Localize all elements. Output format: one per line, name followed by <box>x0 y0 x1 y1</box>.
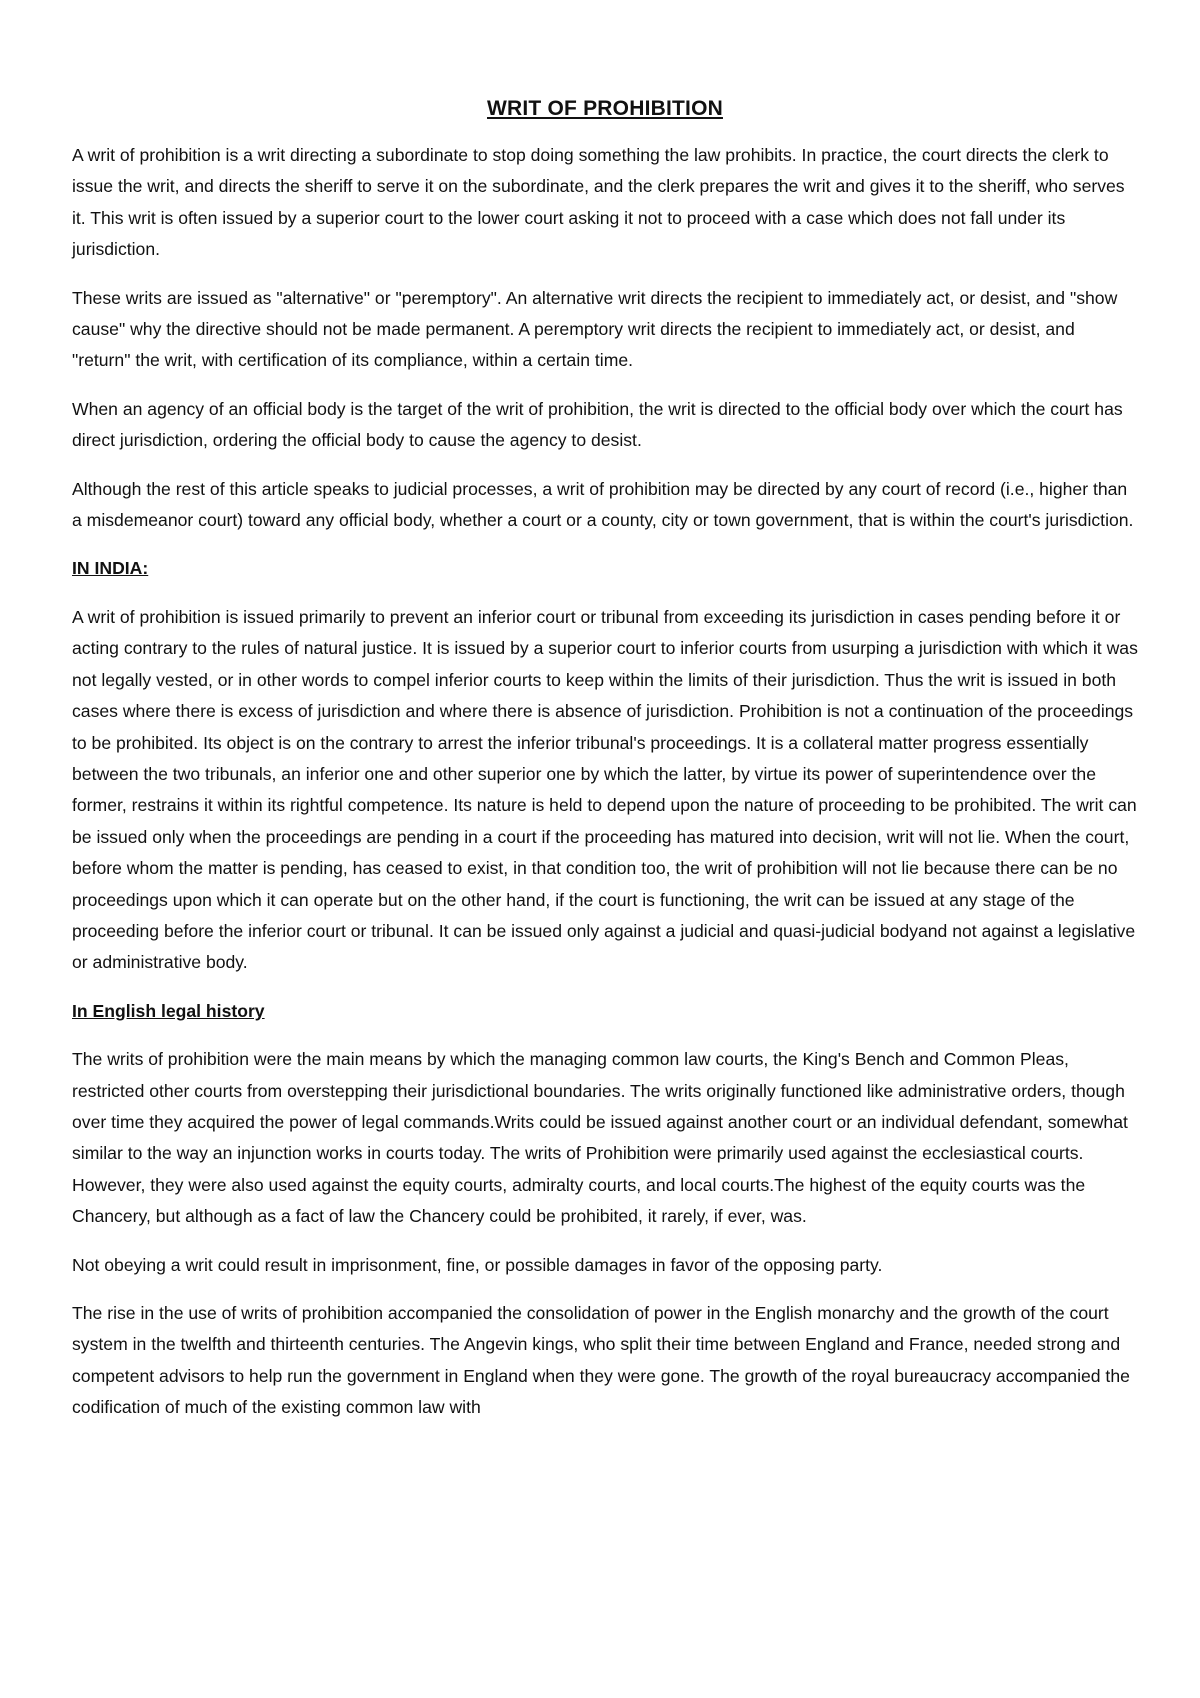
paragraph-rise-of-writs: The rise in the use of writs of prohibition accompanied the consolidation of power in the English monarchy and the growth of the court system in the twelfth and thirteenth centuries. The Angevin kings, who split their time between England and France, needed strong and competent advisors to help run the government in England when they were gone. The growth of the royal bureaucracy accompanied the codification of much of the existing common law with <box>72 1303 1130 1418</box>
paragraph-english-history: The writs of prohibition were the main means by which the managing common law courts, the King's Bench and Common Pleas, restricted other courts from overstepping their jurisdictional boundaries. The writs originally functioned like administrative orders, though over time they acquired the power of legal commands.Writs could be issued against another court or an individual defendant, somewhat similar to the way an injunction works in courts today. The writs of Prohibition were primarily used against the ecclesiastical courts. However, they were also used against the equity courts, admiralty courts, and local courts.The highest of the equity courts was the Chancery, but although as a fact of law the Chancery could be prohibited, it rarely, if ever, was. <box>72 1049 1128 1227</box>
section-heading-india: IN INDIA: <box>72 558 149 579</box>
page-title: WRIT OF PROHIBITION <box>487 97 723 120</box>
paragraph-court-of-record: Although the rest of this article speaks to judicial processes, a writ of prohibition may be directed by any court of record (i.e., higher than a misdemeanor court) toward any official body, whether a court or a county, city or town government, that is within the court's jurisdiction. <box>72 478 1134 531</box>
document-page <box>72 94 1138 1441</box>
paragraph-india: A writ of prohibition is issued primarily to prevent an inferior court or tribunal from exceeding its jurisdiction in cases pending before it or acting contrary to the rules of natural justice. It is issued by a superior court to inferior courts from usurping a jurisdiction with which it was not legally vested, or in other words to compel inferior courts to keep within the limits of their jurisdiction. Thus the writ is issued in both cases where there is excess of jurisdiction and where there is absence of jurisdiction. Prohibition is not a continuation of the proceedings to be prohibited. Its object is on the contrary to arrest the inferior tribunal's proceedings. It is a collateral matter progress essentially between the two tribunals, an inferior one and other superior one by which the latter, by virtue its power of superintendence over the former, restrains it within its rightful competence. Its nature is held to depend upon the nature of proceeding to be prohibited. The writ can be issued only when the proceedings are pending in a court if the proceeding has matured into decision, writ will not lie. When the court, before whom the matter is pending, has ceased to exist, in that condition too, the writ of prohibition will not lie because there can be no proceedings upon which it can operate but on the other hand, if the court is functioning, the writ can be issued at any stage of the proceeding before the inferior court or tribunal. It can be issued only against a judicial and quasi-judicial bodyand not against a legislative or administrative body. <box>72 606 1138 973</box>
paragraph-official-body: When an agency of an official body is the target of the writ of prohibition, the writ is directed to the official body over which the court has direct jurisdiction, ordering the official body to cause the agency to desist. <box>72 398 1123 451</box>
paragraph-disobedience: Not obeying a writ could result in imprisonment, fine, or possible damages in favor of the opposing party. <box>72 1254 883 1275</box>
section-heading-english-history: In English legal history <box>72 1000 265 1021</box>
paragraph-writ-types: These writs are issued as "alternative" or "peremptory". An alternative writ directs the recipient to immediately act, or desist, and "show cause" why the directive should not be made permanent. A peremptory writ directs the recipient to immediately act, or desist, and "return" the writ, with certification of its compliance, within a certain time. <box>72 287 1118 371</box>
paragraph-definition: A writ of prohibition is a writ directing a subordinate to stop doing something the law prohibits. In practice, the court directs the clerk to issue the writ, and directs the sheriff to serve it on the subordinate, and the clerk prepares the writ and gives it to the sheriff, who serves it. This writ is often issued by a superior court to the lower court asking it not to proceed with a case which does not fall under its jurisdiction. <box>72 145 1125 260</box>
